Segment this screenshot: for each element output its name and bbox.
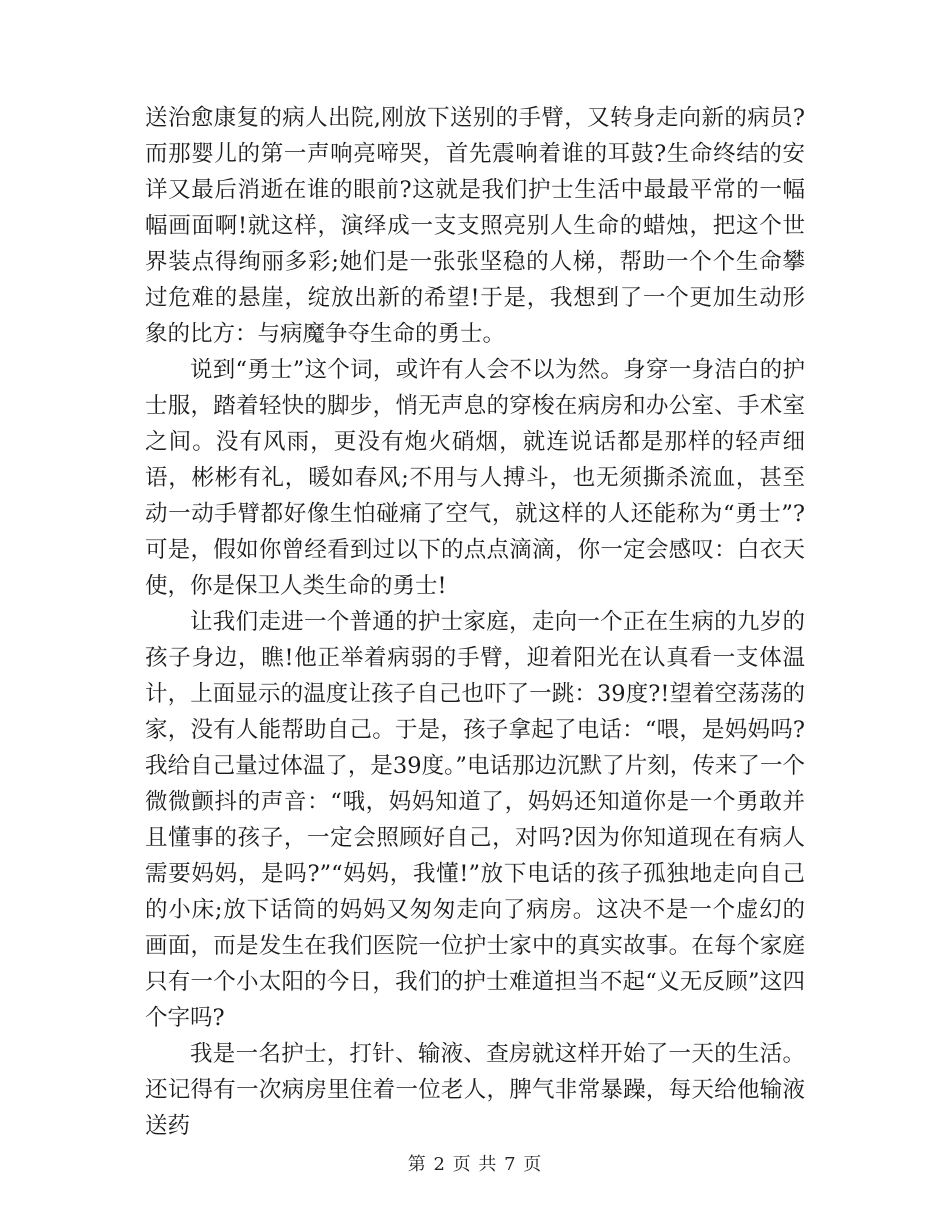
paragraph-1: 送治愈康复的病人出院,刚放下送别的手臂，又转身走向新的病员?而那婴儿的第一声响亮啼哭，首先震响着谁的耳鼓?生命终结的安详又最后消逝在谁的眼前?这就是我们护士生活中最最平常的一幅幅画面啊!就这样，演绎成一支支照亮别人生命的蜡烛，把这个世界装点得绚丽多彩;她们是一张张坚稳的人梯，帮助一个个生命攀过危难的悬崖，绽放出新的希望!于是，我想到了一个更加生动形象的比方：与病魔争夺生命的勇士。: [145, 105, 805, 347]
document-body: [145, 100, 805, 1144]
paragraph-3: 让我们走进一个普通的护士家庭，走向一个正在生病的九岁的孩子身边，瞧!他正举着病弱的手臂，迎着阳光在认真看一支体温计，上面显示的温度让孩子自己也吓了一跳：39度?!望着空荡荡的家，没有人能帮助自己。于是，孩子拿起了电话：“喂，是妈妈吗?我给自己量过体温了，是39度。”电话那边沉默了片刻，传来了一个微微颤抖的声音：“哦，妈妈知道了，妈妈还知道你是一个勇敢并且懂事的孩子，一定会照顾好自己，对吗?因为你知道现在有病人需要妈妈，是吗?”“妈妈，我懂!”放下电话的孩子孤独地走向自己的小床;放下话筒的妈妈又匆匆走向了病房。这决不是一个虚幻的画面，而是发生在我们医院一位护士家中的真实故事。在每个家庭只有一个小太阳的今日，我们的护士难道担当不起“义无反顾”这四个字吗?: [145, 609, 805, 1031]
page-footer: 第 2 页 共 7 页: [407, 1154, 543, 1175]
paragraph-2: 说到“勇士”这个词，或许有人会不以为然。身穿一身洁白的护士服，踏着轻快的脚步，悄无声息的穿梭在病房和办公室、手术室之间。没有风雨，更没有炮火硝烟，就连说话都是那样的轻声细语，彬彬有礼，暖如春风;不用与人搏斗，也无须撕杀流血，甚至动一动手臂都好像生怕碰痛了空气，就这样的人还能称为“勇士”?可是，假如你曾经看到过以下的点点滴滴，你一定会感叹：白衣天使，你是保卫人类生命的勇士!: [145, 357, 805, 599]
paragraph-4: 我是一名护士，打针、输液、查房就这样开始了一天的生活。还记得有一次病房里住着一位老人，脾气非常暴躁，每天给他输液送药: [145, 1041, 805, 1139]
